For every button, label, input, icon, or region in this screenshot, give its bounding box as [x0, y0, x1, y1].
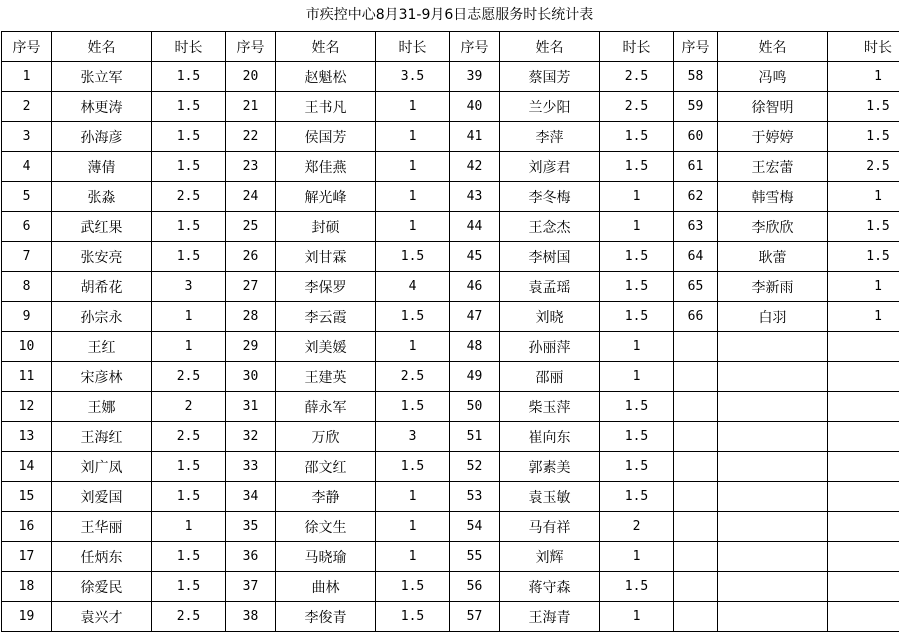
- header-name-1: 姓名: [52, 32, 152, 62]
- seq-cell: [674, 542, 718, 572]
- seq-cell: [674, 602, 718, 632]
- seq-cell: 60: [674, 122, 718, 152]
- name-cell: 邵丽: [500, 362, 600, 392]
- hours-cell: [828, 542, 899, 572]
- name-cell: 李保罗: [276, 272, 376, 302]
- seq-cell: 42: [450, 152, 500, 182]
- hours-cell: 1: [376, 512, 450, 542]
- hours-cell: 1: [600, 602, 674, 632]
- name-cell: 张安亮: [52, 242, 152, 272]
- hours-cell: 1.5: [600, 572, 674, 602]
- hours-cell: [828, 512, 899, 542]
- page-title: 市疾控中心8月31-9月6日志愿服务时长统计表: [0, 0, 899, 31]
- header-seq-1: 序号: [2, 32, 52, 62]
- hours-cell: 1: [376, 212, 450, 242]
- hours-cell: 1.5: [376, 572, 450, 602]
- hours-cell: 1: [376, 182, 450, 212]
- seq-cell: 22: [226, 122, 276, 152]
- hours-cell: 1.5: [152, 122, 226, 152]
- seq-cell: 27: [226, 272, 276, 302]
- hours-cell: 1: [376, 92, 450, 122]
- seq-cell: 13: [2, 422, 52, 452]
- name-cell: 刘辉: [500, 542, 600, 572]
- seq-cell: 43: [450, 182, 500, 212]
- name-cell: 王海红: [52, 422, 152, 452]
- table-row: [2, 182, 899, 212]
- seq-cell: 46: [450, 272, 500, 302]
- name-cell: 张淼: [52, 182, 152, 212]
- table-row: [2, 392, 899, 422]
- hours-cell: 2.5: [376, 362, 450, 392]
- seq-cell: 65: [674, 272, 718, 302]
- name-cell: 孙宗永: [52, 302, 152, 332]
- seq-cell: 4: [2, 152, 52, 182]
- name-cell: 薄倩: [52, 152, 152, 182]
- hours-cell: 1: [600, 182, 674, 212]
- seq-cell: [674, 332, 718, 362]
- name-cell: 柴玉萍: [500, 392, 600, 422]
- name-cell: 任炳东: [52, 542, 152, 572]
- hours-cell: 1.5: [376, 392, 450, 422]
- seq-cell: 32: [226, 422, 276, 452]
- table-row: [2, 122, 899, 152]
- name-cell: 徐爱民: [52, 572, 152, 602]
- seq-cell: 16: [2, 512, 52, 542]
- seq-cell: 9: [2, 302, 52, 332]
- name-cell: 韩雪梅: [718, 182, 828, 212]
- table-row: [2, 362, 899, 392]
- hours-cell: 1.5: [152, 482, 226, 512]
- name-cell: 白羽: [718, 302, 828, 332]
- seq-cell: 10: [2, 332, 52, 362]
- hours-cell: 1: [828, 272, 899, 302]
- seq-cell: [674, 572, 718, 602]
- hours-cell: 4: [376, 272, 450, 302]
- seq-cell: 62: [674, 182, 718, 212]
- hours-cell: 1.5: [376, 242, 450, 272]
- name-cell: 武红果: [52, 212, 152, 242]
- name-cell: 李静: [276, 482, 376, 512]
- name-cell: 马有祥: [500, 512, 600, 542]
- seq-cell: 12: [2, 392, 52, 422]
- table-row: [2, 422, 899, 452]
- seq-cell: 14: [2, 452, 52, 482]
- hours-cell: 1: [600, 362, 674, 392]
- name-cell: [718, 482, 828, 512]
- name-cell: 张立军: [52, 62, 152, 92]
- name-cell: [718, 392, 828, 422]
- hours-cell: 2.5: [600, 62, 674, 92]
- seq-cell: [674, 392, 718, 422]
- name-cell: 刘广凤: [52, 452, 152, 482]
- hours-cell: 1: [828, 302, 899, 332]
- name-cell: 薛永军: [276, 392, 376, 422]
- table-row: [2, 512, 899, 542]
- header-name-3: 姓名: [500, 32, 600, 62]
- seq-cell: [674, 482, 718, 512]
- seq-cell: 61: [674, 152, 718, 182]
- header-name-4: 姓名: [718, 32, 828, 62]
- name-cell: 袁孟瑶: [500, 272, 600, 302]
- seq-cell: 49: [450, 362, 500, 392]
- header-row: [2, 32, 899, 62]
- header-seq-4: 序号: [674, 32, 718, 62]
- name-cell: 刘彦君: [500, 152, 600, 182]
- hours-cell: 2: [600, 512, 674, 542]
- table-row: [2, 62, 899, 92]
- hours-cell: 1: [376, 542, 450, 572]
- name-cell: 王宏蕾: [718, 152, 828, 182]
- hours-cell: 2.5: [152, 422, 226, 452]
- name-cell: 林更涛: [52, 92, 152, 122]
- hours-cell: [828, 362, 899, 392]
- hours-cell: 1: [600, 332, 674, 362]
- name-cell: 蔡国芳: [500, 62, 600, 92]
- name-cell: 袁玉敏: [500, 482, 600, 512]
- name-cell: 胡希花: [52, 272, 152, 302]
- seq-cell: 26: [226, 242, 276, 272]
- seq-cell: 44: [450, 212, 500, 242]
- hours-cell: 1.5: [376, 452, 450, 482]
- table-row: [2, 572, 899, 602]
- hours-cell: 3: [152, 272, 226, 302]
- table-body: [2, 62, 899, 632]
- seq-cell: 33: [226, 452, 276, 482]
- seq-cell: 8: [2, 272, 52, 302]
- seq-cell: 57: [450, 602, 500, 632]
- seq-cell: 29: [226, 332, 276, 362]
- hours-cell: 1.5: [152, 152, 226, 182]
- seq-cell: [674, 422, 718, 452]
- name-cell: 于婷婷: [718, 122, 828, 152]
- name-cell: 曲林: [276, 572, 376, 602]
- seq-cell: 48: [450, 332, 500, 362]
- name-cell: 蒋守森: [500, 572, 600, 602]
- name-cell: 王红: [52, 332, 152, 362]
- hours-cell: 3.5: [376, 62, 450, 92]
- seq-cell: 56: [450, 572, 500, 602]
- seq-cell: 17: [2, 542, 52, 572]
- table-row: [2, 212, 899, 242]
- hours-cell: 1.5: [152, 572, 226, 602]
- hours-cell: 2.5: [152, 182, 226, 212]
- hours-cell: 1.5: [600, 272, 674, 302]
- table-row: [2, 302, 899, 332]
- name-cell: [718, 422, 828, 452]
- name-cell: 王建英: [276, 362, 376, 392]
- hours-cell: 1: [600, 542, 674, 572]
- seq-cell: 34: [226, 482, 276, 512]
- seq-cell: [674, 452, 718, 482]
- hours-cell: 1.5: [376, 302, 450, 332]
- table-row: [2, 152, 899, 182]
- hours-cell: 1: [600, 212, 674, 242]
- name-cell: 赵魁松: [276, 62, 376, 92]
- table-row: [2, 482, 899, 512]
- hours-cell: 1: [828, 182, 899, 212]
- name-cell: 刘美媛: [276, 332, 376, 362]
- seq-cell: 59: [674, 92, 718, 122]
- name-cell: 邵文红: [276, 452, 376, 482]
- seq-cell: 36: [226, 542, 276, 572]
- seq-cell: 64: [674, 242, 718, 272]
- seq-cell: 55: [450, 542, 500, 572]
- name-cell: 兰少阳: [500, 92, 600, 122]
- hours-cell: 1: [376, 152, 450, 182]
- hours-cell: [828, 332, 899, 362]
- seq-cell: 63: [674, 212, 718, 242]
- seq-cell: [674, 512, 718, 542]
- table-row: [2, 602, 899, 632]
- name-cell: 王书凡: [276, 92, 376, 122]
- hours-cell: 1: [828, 62, 899, 92]
- hours-cell: 1.5: [152, 242, 226, 272]
- name-cell: 耿蕾: [718, 242, 828, 272]
- hours-cell: 1.5: [828, 122, 899, 152]
- hours-cell: 2.5: [600, 92, 674, 122]
- hours-cell: 1.5: [152, 92, 226, 122]
- name-cell: 宋彦林: [52, 362, 152, 392]
- seq-cell: 52: [450, 452, 500, 482]
- name-cell: [718, 362, 828, 392]
- hours-cell: 1.5: [600, 152, 674, 182]
- seq-cell: 35: [226, 512, 276, 542]
- name-cell: [718, 512, 828, 542]
- hours-cell: 1.5: [600, 482, 674, 512]
- seq-cell: 39: [450, 62, 500, 92]
- name-cell: 王华丽: [52, 512, 152, 542]
- hours-cell: 1: [152, 512, 226, 542]
- seq-cell: 31: [226, 392, 276, 422]
- seq-cell: 21: [226, 92, 276, 122]
- seq-cell: 3: [2, 122, 52, 152]
- hours-cell: [828, 422, 899, 452]
- name-cell: 侯国芳: [276, 122, 376, 152]
- seq-cell: 47: [450, 302, 500, 332]
- hours-cell: 1.5: [828, 242, 899, 272]
- header-seq-2: 序号: [226, 32, 276, 62]
- name-cell: 万欣: [276, 422, 376, 452]
- seq-cell: 11: [2, 362, 52, 392]
- seq-cell: 28: [226, 302, 276, 332]
- name-cell: 李树国: [500, 242, 600, 272]
- table-row: [2, 92, 899, 122]
- name-cell: 马晓瑜: [276, 542, 376, 572]
- hours-cell: 3: [376, 422, 450, 452]
- seq-cell: [674, 362, 718, 392]
- hours-cell: 1.5: [600, 242, 674, 272]
- hours-cell: 1: [152, 302, 226, 332]
- name-cell: 孙海彦: [52, 122, 152, 152]
- name-cell: [718, 332, 828, 362]
- hours-cell: 2.5: [152, 602, 226, 632]
- name-cell: 李冬梅: [500, 182, 600, 212]
- seq-cell: 24: [226, 182, 276, 212]
- hours-cell: [828, 602, 899, 632]
- hours-cell: 1.5: [152, 62, 226, 92]
- name-cell: 刘甘霖: [276, 242, 376, 272]
- hours-cell: 2.5: [828, 152, 899, 182]
- hours-cell: [828, 572, 899, 602]
- hours-cell: 1.5: [600, 392, 674, 422]
- hours-cell: 1.5: [600, 302, 674, 332]
- seq-cell: 58: [674, 62, 718, 92]
- seq-cell: 66: [674, 302, 718, 332]
- name-cell: [718, 602, 828, 632]
- seq-cell: 51: [450, 422, 500, 452]
- hours-cell: 1: [376, 482, 450, 512]
- seq-cell: 7: [2, 242, 52, 272]
- seq-cell: 38: [226, 602, 276, 632]
- hours-cell: 1.5: [152, 542, 226, 572]
- hours-cell: 1.5: [828, 92, 899, 122]
- name-cell: 袁兴才: [52, 602, 152, 632]
- name-cell: 李萍: [500, 122, 600, 152]
- header-name-2: 姓名: [276, 32, 376, 62]
- name-cell: 王娜: [52, 392, 152, 422]
- seq-cell: 1: [2, 62, 52, 92]
- hours-cell: 1.5: [600, 452, 674, 482]
- hours-cell: [828, 482, 899, 512]
- name-cell: 李新雨: [718, 272, 828, 302]
- header-hours-1: 时长: [152, 32, 226, 62]
- table-row: [2, 272, 899, 302]
- seq-cell: 20: [226, 62, 276, 92]
- name-cell: 徐文生: [276, 512, 376, 542]
- seq-cell: 19: [2, 602, 52, 632]
- seq-cell: 40: [450, 92, 500, 122]
- seq-cell: 37: [226, 572, 276, 602]
- header-seq-3: 序号: [450, 32, 500, 62]
- hours-cell: 2.5: [152, 362, 226, 392]
- name-cell: [718, 452, 828, 482]
- hours-cell: 1.5: [152, 452, 226, 482]
- table-row: [2, 542, 899, 572]
- hours-cell: 1.5: [376, 602, 450, 632]
- hours-cell: 2: [152, 392, 226, 422]
- name-cell: 郑佳燕: [276, 152, 376, 182]
- name-cell: 封硕: [276, 212, 376, 242]
- header-hours-3: 时长: [600, 32, 674, 62]
- seq-cell: 53: [450, 482, 500, 512]
- hours-cell: 1: [152, 332, 226, 362]
- seq-cell: 6: [2, 212, 52, 242]
- seq-cell: 5: [2, 182, 52, 212]
- hours-cell: 1.5: [828, 212, 899, 242]
- seq-cell: 18: [2, 572, 52, 602]
- seq-cell: 41: [450, 122, 500, 152]
- name-cell: 李欣欣: [718, 212, 828, 242]
- name-cell: [718, 572, 828, 602]
- seq-cell: 15: [2, 482, 52, 512]
- seq-cell: 30: [226, 362, 276, 392]
- seq-cell: 45: [450, 242, 500, 272]
- hours-cell: 1.5: [600, 422, 674, 452]
- table-row: [2, 452, 899, 482]
- name-cell: 徐智明: [718, 92, 828, 122]
- name-cell: 解光峰: [276, 182, 376, 212]
- hours-cell: [828, 452, 899, 482]
- name-cell: 刘晓: [500, 302, 600, 332]
- name-cell: 郭素美: [500, 452, 600, 482]
- name-cell: 王念杰: [500, 212, 600, 242]
- name-cell: [718, 542, 828, 572]
- table-row: [2, 242, 899, 272]
- header-hours-4: 时长: [828, 32, 899, 62]
- header-hours-2: 时长: [376, 32, 450, 62]
- name-cell: 崔向东: [500, 422, 600, 452]
- seq-cell: 2: [2, 92, 52, 122]
- hours-cell: 1: [376, 122, 450, 152]
- name-cell: 刘爱国: [52, 482, 152, 512]
- hours-cell: 1: [376, 332, 450, 362]
- hours-cell: 1.5: [600, 122, 674, 152]
- seq-cell: 23: [226, 152, 276, 182]
- name-cell: 孙丽萍: [500, 332, 600, 362]
- seq-cell: 54: [450, 512, 500, 542]
- name-cell: 李云霞: [276, 302, 376, 332]
- hours-cell: [828, 392, 899, 422]
- hours-cell: 1.5: [152, 212, 226, 242]
- name-cell: 王海青: [500, 602, 600, 632]
- name-cell: 冯鸣: [718, 62, 828, 92]
- name-cell: 李俊青: [276, 602, 376, 632]
- table-row: [2, 332, 899, 362]
- seq-cell: 50: [450, 392, 500, 422]
- seq-cell: 25: [226, 212, 276, 242]
- volunteer-hours-table: [1, 31, 899, 632]
